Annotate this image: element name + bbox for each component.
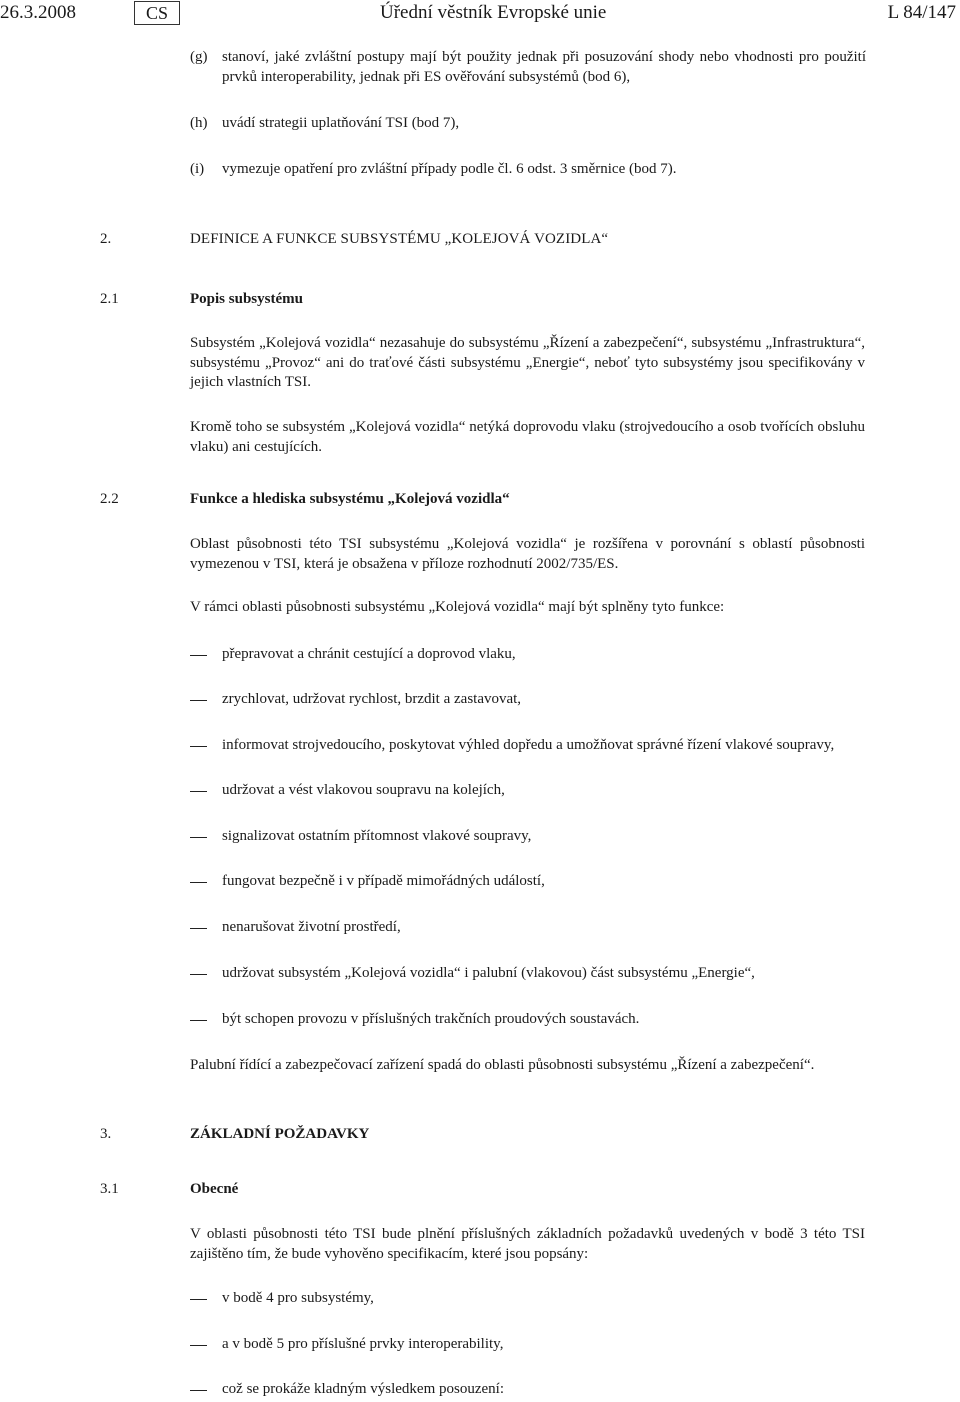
function-item: signalizovat ostatním přítomnost vlakové soupravy,: [222, 828, 532, 844]
section-3-1-title: Obecné: [190, 1181, 239, 1197]
dash-bullet: [190, 837, 207, 838]
section-2-2-paragraph-3: Palubní řídící a zabezpečovací zařízení spadá do oblasti působnosti subsystému „Řízení a zabezpečení“.: [190, 1057, 815, 1073]
dash-bullet: [190, 882, 207, 883]
dash-bullet: [190, 700, 207, 701]
function-item: fungovat bezpečně i v případě mimořádných událostí,: [222, 873, 545, 889]
requirement-item: a v bodě 5 pro příslušné prvky interoperability,: [222, 1336, 504, 1352]
section-2-2-paragraph-2: V rámci oblasti působnosti subsystému „Kolejová vozidla“ mají být splněny tyto funkce:: [190, 599, 725, 615]
point-label-i: (i): [190, 161, 205, 177]
point-label-h: (h): [190, 115, 208, 131]
section-3-title: ZÁKLADNÍ POŽADAVKY: [190, 1126, 370, 1142]
point-text-g: stanoví, jaké zvláštní postupy mají být použity jednak při posuzování shody nebo vhodnosti pro použití prvků interoperability, jednak při ES ověřování subsystémů (bod 6),: [222, 49, 866, 85]
point-text-i: vymezuje opatření pro zvláštní případy podle čl. 6 odst. 3 směrnice (bod 7).: [222, 161, 677, 177]
journal-title: Úřední věstník Evropské unie: [380, 2, 607, 23]
function-item: zrychlovat, udržovat rychlost, brzdit a zastavovat,: [222, 691, 522, 707]
section-3-number: 3.: [100, 1126, 112, 1142]
dash-bullet: [190, 655, 207, 656]
point-text-h: uvádí strategii uplatňování TSI (bod 7),: [222, 115, 460, 131]
page-reference: L 84/147: [887, 2, 956, 23]
section-3-1-number: 3.1: [100, 1181, 119, 1197]
requirement-item: což se prokáže kladným výsledkem posouzení:: [222, 1381, 504, 1397]
section-2-title: DEFINICE A FUNKCE SUBSYSTÉMU „KOLEJOVÁ VOZIDLA“: [190, 231, 609, 247]
section-2-1-paragraph-2: Kromě toho se subsystém „Kolejová vozidla“ netýká doprovodu vlaku (strojvedoucího a osob tvořících obsluhu vlaku) ani cestujících.: [190, 419, 865, 455]
function-item: informovat strojvedoucího, poskytovat výhled dopředu a umožňovat správné řízení vlakové soupravy,: [222, 737, 835, 753]
section-2-number: 2.: [100, 231, 112, 247]
dash-bullet: [190, 1020, 207, 1021]
dash-bullet: [190, 791, 207, 792]
section-2-2-number: 2.2: [100, 491, 119, 507]
function-item: nenarušovat životní prostředí,: [222, 919, 401, 935]
section-2-2-paragraph-1: Oblast působnosti této TSI subsystému „Kolejová vozidla“ je rozšířena v porovnání s oblastí působnosti vymezenou v TSI, která je obsažena v příloze rozhodnutí 2002/735/ES.: [190, 536, 865, 572]
dash-bullet: [190, 746, 207, 747]
dash-bullet: [190, 1390, 207, 1391]
section-2-1-number: 2.1: [100, 291, 119, 307]
section-3-1-paragraph-1: V oblasti působnosti této TSI bude plnění příslušných základních požadavků uvedených v bodě 3 této TSI zajištěno tím, že bude vyhověno specifikacím, které jsou popsány:: [190, 1226, 865, 1262]
dash-bullet: [190, 928, 207, 929]
publication-date: 26.3.2008: [0, 2, 76, 23]
dash-bullet: [190, 1345, 207, 1346]
requirement-item: v bodě 4 pro subsystémy,: [222, 1290, 374, 1306]
dash-bullet: [190, 974, 207, 975]
point-label-g: (g): [190, 49, 208, 65]
function-item: být schopen provozu v příslušných trakčních proudových soustavách.: [222, 1011, 640, 1027]
section-2-1-paragraph-1: Subsystém „Kolejová vozidla“ nezasahuje do subsystému „Řízení a zabezpečení“, subsystému „Infrastruktura“, subsystému „Provoz“ ani do traťové části subsystému „Energie“, neboť tyto subsystémy jsou specifikovány v jejich vlastních TSI.: [190, 335, 865, 390]
function-item: přepravovat a chránit cestující a doprovod vlaku,: [222, 646, 516, 662]
function-item: udržovat subsystém „Kolejová vozidla“ i palubní (vlakovou) část subsystému „Energie“,: [222, 965, 755, 981]
section-2-1-title: Popis subsystému: [190, 291, 303, 307]
section-2-2-title: Funkce a hlediska subsystému „Kolejová vozidla“: [190, 491, 510, 507]
function-item: udržovat a vést vlakovou soupravu na kolejích,: [222, 782, 505, 798]
language-badge: CS: [134, 1, 180, 25]
page-header: [0, 0, 960, 26]
dash-bullet: [190, 1299, 207, 1300]
